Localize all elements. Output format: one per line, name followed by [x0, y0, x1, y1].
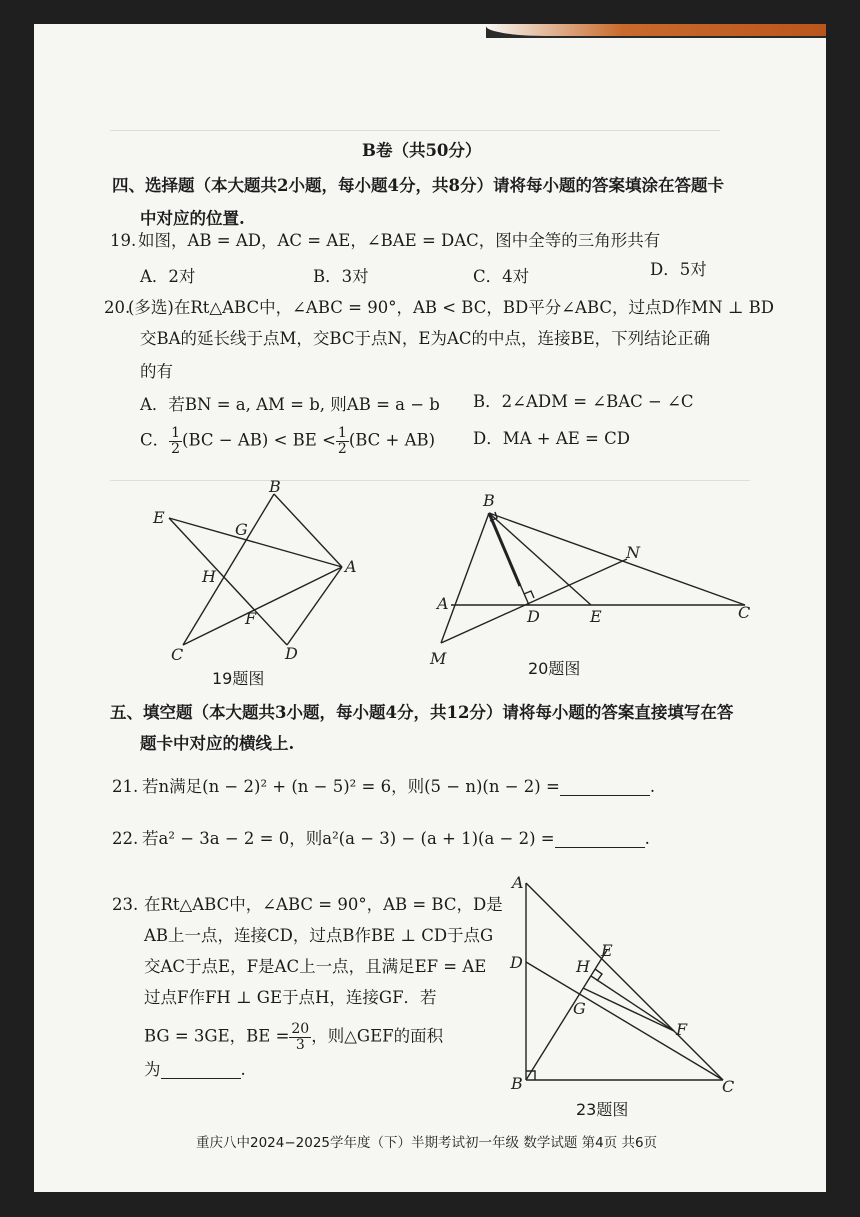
fig19-label-h: H: [202, 567, 216, 586]
fig19-segment-da: [287, 567, 342, 645]
fig20-label-a: A: [437, 594, 449, 613]
fig23-segment-cd: [526, 962, 723, 1080]
fig20-label-m: M: [430, 649, 447, 668]
q23-line1: 在Rt△ABC中，∠ABC = 90°，AB = BC，D是: [144, 895, 503, 914]
fig23-caption: 23题图: [576, 1100, 629, 1119]
q20-line1: (多选)在Rt△ABC中，∠ABC = 90°，AB < BC，BD平分∠ABC，过点D作MN ⊥ BD: [128, 298, 774, 317]
q21-question: 若n满足(n − 2)² + (n − 5)² = 6，则(5 − n)(n − 2) = .: [142, 777, 656, 796]
q21-answer-blank[interactable]: [560, 781, 650, 796]
fig20-segment-bc: [489, 513, 745, 605]
q23-line3: 交AC于点E，F是AC上一点，且满足EF = AE: [144, 957, 487, 976]
q22-answer-blank[interactable]: [555, 833, 645, 848]
fig20-segment-mn: [441, 559, 627, 643]
fig19-label-e: E: [153, 508, 165, 527]
q19-number: 19.: [110, 231, 137, 250]
fig19-label-f: F: [245, 609, 257, 628]
part5-heading-cont: 题卡中对应的横线上.: [140, 734, 295, 753]
q22-question: 若a² − 3a − 2 = 0，则a²(a − 3) − (a + 1)(a − 2) = .: [142, 829, 650, 848]
fig19-segment-ba: [274, 494, 342, 567]
q21-number: 21.: [112, 777, 139, 796]
q22-number: 22.: [112, 829, 139, 848]
part5-heading: 五、填空题（本大题共3小题，每小题4分，共12分）请将每小题的答案直接填写在答: [110, 703, 734, 722]
q20-option-d: D．MA + AE = CD: [473, 429, 630, 448]
bleed-through: [110, 130, 720, 131]
figure-19: [150, 475, 370, 690]
fig20-label-e: E: [590, 607, 602, 626]
q23-line5: BG = 3GE，BE = $\frac{20}{3}$ ，则△GEF的面积: [144, 1021, 444, 1053]
fig23-segment-gf: [583, 988, 674, 1031]
q19-option-b: B．3对: [313, 267, 369, 286]
q19-option-d: D．5对: [650, 260, 707, 279]
q20-number: 20.: [104, 298, 131, 317]
q20-option-a: A．若BN = a, AM = b, 则AB = a − b: [140, 395, 440, 414]
fig23-label-b: B: [511, 1074, 523, 1093]
q23-line6: 为 .: [144, 1060, 246, 1079]
fig23-label-d: D: [510, 953, 523, 972]
q23-line2: AB上一点，连接CD，过点B作BE ⊥ CD于点G: [144, 926, 494, 945]
q19-option-c: C．4对: [473, 267, 530, 286]
q23-answer-blank[interactable]: [161, 1064, 241, 1079]
fig20-caption: 20题图: [528, 659, 581, 678]
part4-heading: 四、选择题（本大题共2小题，每小题4分，共8分）请将每小题的答案填涂在答题卡: [112, 176, 724, 195]
fig20-label-n: N: [626, 543, 640, 562]
fig20-label-d: D: [527, 607, 540, 626]
section-title: B卷（共50分）: [362, 141, 482, 160]
scan-corner: [486, 24, 826, 36]
fig19-label-a: A: [345, 557, 357, 576]
part4-heading-cont: 中对应的位置.: [140, 209, 245, 228]
figure-20: [425, 488, 765, 678]
figure-23: [500, 870, 750, 1100]
fig23-label-c: C: [722, 1077, 735, 1096]
fig23-label-e: E: [601, 941, 613, 960]
q19-stem: 如图，AB = AD，AC = AE，∠BAE = DAC，图中全等的三角形共有: [138, 231, 661, 250]
page-footer: 重庆八中2024−2025学年度（下）半期考试初一年级 数学试题 第4页 共6页: [196, 1135, 658, 1151]
q20-option-b: B．2∠ADM = ∠BAC − ∠C: [473, 392, 694, 411]
fig20-bisector-mark: [489, 513, 520, 586]
q20-line3: 的有: [140, 362, 173, 381]
fig19-label-b: B: [269, 477, 281, 496]
q23-line4: 过点F作FH ⊥ GE于点H，连接GF．若: [144, 988, 437, 1007]
fig23-segment-ac: [526, 883, 723, 1080]
fig20-label-c: C: [738, 603, 751, 622]
fig23-label-a: A: [512, 873, 524, 892]
fig19-label-g: G: [235, 520, 248, 539]
fig23-label-g: G: [573, 999, 586, 1018]
fig23-segment-hf: [591, 976, 674, 1031]
fig20-segment-bm: [441, 513, 489, 643]
fig19-label-c: C: [171, 645, 184, 664]
q20-line2: 交BA的延长线于点M，交BC于点N，E为AC的中点，连接BE，下列结论正确: [140, 329, 711, 348]
fig19-segment-ed: [169, 518, 287, 645]
fig19-label-d: D: [285, 644, 298, 663]
fig23-label-f: F: [676, 1020, 688, 1039]
fig20-label-b: B: [483, 491, 495, 510]
fig19-caption: 19题图: [212, 669, 265, 688]
fig23-label-h: H: [576, 957, 590, 976]
q23-number: 23.: [112, 895, 139, 914]
fig20-segment-be: [489, 513, 591, 605]
q19-option-a: A．2对: [140, 267, 196, 286]
q20-option-c: C． $\frac{1}{2}$ (BC − AB) < BE < $\frac{1}{2}$ (BC + AB): [140, 425, 436, 457]
